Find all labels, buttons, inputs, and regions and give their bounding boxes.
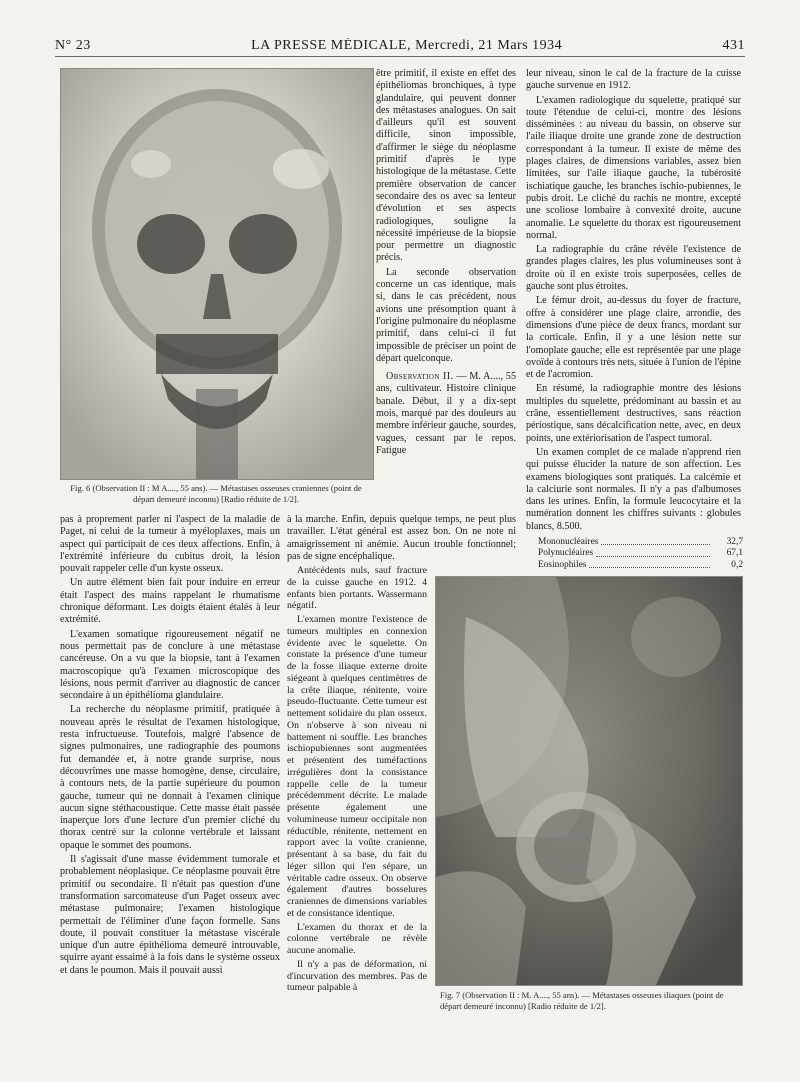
paragraph: Il n'y a pas de déformation, ni d'incurvation des membres. Pas de tumeur palpable à (287, 958, 427, 994)
figure-7-caption: Fig. 7 (Observation II : M. A...., 55 ans). — Métastases osseuses iliaques (point de départ demeuré inconnu) [Radio réduite de 1/2]. (440, 990, 724, 1011)
paragraph: pas à proprement parler ni l'aspect de la maladie de Paget, ni celui de la tumeur à myéloplaxes, mais un aspect qui participait de ces deux affections. Enfin, à l'extrémité inférieure du cubitus droit, la lésion pouvait rappeler celle d'un kyste osseux. (60, 514, 280, 575)
observation-2-intro (376, 371, 516, 457)
leucocyte-formula-table (538, 537, 743, 572)
cell-value: 32,7 (726, 536, 743, 547)
figure-6-caption: Fig. 6 (Observation II : M A...., 55 ans). — Métastases osseuses craniennes (point de départ demeuré inconnu) [Radio réduite de 1/2]. (70, 483, 362, 504)
skull-xray-image (61, 69, 373, 479)
cell-label: Polynucléaires (538, 548, 594, 559)
leader-dots (589, 560, 710, 569)
paragraph: à la marche. Enfin, depuis quelque temps, ne peut plus travailler. L'état général est assez bon. On ne note ni amaigrissement ni anémie. Aucun trouble fonctionnel; pas de signe encéphalique. (287, 514, 516, 562)
column-2-top (376, 68, 516, 459)
figure-7-pelvis-radiograph (435, 576, 743, 986)
cell-value: 67,1 (726, 548, 743, 559)
paragraph: L'examen du thorax et de la colonne vertébrale ne révèle aucune anomalie. (287, 921, 427, 956)
paragraph: La seconde observation concerne un cas identique, mais si, dans le cas précédent, nous avions une présomption quant à l'origine pulmonaire du néoplasme primitif, dans celui-ci il fut impossible de préciser un point de départ quelconque. (376, 266, 517, 364)
figure-6-skull-radiograph (60, 68, 374, 480)
observation-heading: Observation II. (386, 371, 454, 383)
page-number: 431 (722, 38, 745, 53)
table-row (538, 560, 743, 572)
issue-number: N° 23 (55, 38, 91, 53)
cell-label: Mononucléaires (538, 536, 599, 547)
column-2-wide (287, 514, 516, 565)
leader-dots (596, 548, 710, 557)
paragraph: L'examen radiologique du squelette, pratiqué sur toute l'étendue de celui-ci, montre des lésions disséminées : au niveau du bassin, on observe sur l'aile iliaque droite une grande zone de destruction correspondant à la tumeur. Il existe de même des plages claires, de dimensions variables, assez bien limitées, sur l'aile iliaque gauche, la tubérosité ischiatique gauche, les branches ischio-pubiennes, le pubis droit. Le cliché du rachis ne montre, excepté une scoliose lombaire à convexité droite, aucune anomalie. Le squelette du thorax est rigoureusement normal. (526, 94, 741, 241)
paragraph: La radiographie du crâne révèle l'existence de grandes plages claires, les plus volumineuses sont à droite où il en existe trois superposées, celles de gauche sont plus étroites. (526, 244, 741, 293)
cell-value: 0,2 (731, 559, 743, 570)
column-1-bottom (60, 514, 280, 979)
journal-title: LA PRESSE MÉDICALE, Mercredi, 21 Mars 1934 (251, 38, 563, 53)
column-3 (526, 68, 741, 629)
paragraph: La recherche du néoplasme primitif, pratiquée à nouveau après le résultat de l'examen histologique, resta infructueuse. Toutefois, malgré l'absence de signes pulmonaires, une radiographie des poumons fut demandée et, à notre grande surprise, nous découvrîmes une masse homogène, dense, circulaire, à contours nets, de la partie supérieure du poumon gauche, tumeur qui ne donnait à l'examen clinique aucun signe stéthacoustique. Cette masse était passée inaperçue lors d'une lecture d'un premier cliché du thorax centré sur la colonne vertébrale et laissant opaque le sommet des poumons. (60, 704, 280, 851)
paragraph: Un autre élément bien fait pour induire en erreur était l'aspect des mains rappelant le rhumatisme chronique déformant. Les doigts étaient étalés à leur extrémité. (60, 577, 280, 626)
cell-label: Eosinophiles (538, 559, 587, 570)
running-header (55, 38, 745, 54)
paragraph: Il s'agissait d'une masse évidemment tumorale et probablement néoplasique. Ce néoplasme pouvait être primitif ou secondaire. Il n'était pas question d'une transformation sarcomateuse d'un Paget osseux avec métastase pulmonaire; l'examen histologique permettait de l'éliminer d'une façon formelle. Sans doute, il pouvait constituer la métastase viscérale unique d'un autre épithélioma demeuré introuvable, squirre ayant essaimé à la fois dans le système osseux et dans le poumon. Mais il pouvait aussi (60, 854, 280, 976)
paragraph: Un examen complet de ce malade n'apprend rien qui puisse élucider la nature de son affection. Les examens biologiques sont pratiqués. La calcémie et la calciurie sont normales. Il n'y a pas d'albumoses dans les urines. Enfin, la formule leucocytaire et la numération donnent les chiffres suivants : globules blancs, 8.500. (526, 446, 741, 532)
observation-text: — M. A...., 55 ans, cultivateur. Histoire clinique banale. Début, il y a dix-sept mois, marqué par des douleurs au membre inférieur gauche, sourdes, vagues, cessant par le repos. Fatigue (376, 371, 516, 456)
paragraph: leur niveau, sinon le cal de la fracture de la cuisse gauche survenue en 1912. (526, 68, 741, 92)
paragraph: Antécédents nuls, sauf fracture de la cuisse gauche en 1912. 4 enfants bien portants. Wassermann négatif. (287, 565, 427, 612)
header-rule (55, 56, 745, 57)
paragraph: être primitif, il existe en effet des épithéliomas bronchiques, à type glandulaire, qui peuvent donner des métastases analogues. On sait d'ailleurs qu'il est souvent difficile, sinon impossible, d'affirmer le siège du néoplasme primitif d'après le type histologique de la métastase. Cette première observation de cancer secondaire des os avec sa lenteur d'évolution et ses aspects radiologiques, souligne la nécessité impérieuse de la biopsie pour permettre un diagnostic précis. (376, 68, 516, 264)
pelvis-xray-image (436, 577, 742, 985)
paragraph: En résumé, la radiographie montre des lésions multiples du squelette, prédominant au bassin et au crâne, essentiellement destructives, sans réaction périostique, sans décalcification nette, avec, en deux points, une extériorisation de l'aspect tumoral. (526, 383, 741, 444)
column-2-bottom (287, 565, 427, 996)
table-row (538, 548, 743, 560)
paragraph: Le fémur droit, au-dessus du foyer de fracture, offre à considérer une plage claire, arrondie, des dimensions d'une pièce de deux francs, mordant sur la corticale. Enfin, il y a une lésion nette sur l'omoplate gauche; elle est représentée par une plage ovoïde à contours très nets, située à l'union de l'épine et de l'acromion. (526, 295, 741, 381)
table-row (538, 537, 743, 549)
paragraph: L'examen montre l'existence de tumeurs multiples en connexion évidente avec le squelette. On constate la présence d'une tumeur de la fosse iliaque externe droite siégeant à quelques centimètres de la crête iliaque, rénitente, voire pseudo-fluctuante. Cette tumeur est nettement solidaire du plan osseux. On n'observe à son niveau ni battement ni souffle. Les branches ischiopubiennes sont augmentées et présentent des tuméfactions irrégulières dont la consistance rappelle celle de la tumeur précédemment décrite. Le malade présente également une volumineuse tumeur occipitale non réductible, rénitente, nettement en rapport avec la voûte cranienne, présentant à sa base, du fait du léger sillon qui l'en sépare, un véritable cadre osseux. On observe également d'autres bosselures craniennes de dimensions variables et de consistance identique. (287, 614, 427, 919)
paragraph: L'examen somatique rigoureusement négatif ne nous permettait pas de conclure à une métastase cancéreuse. On a vu que la biopsie, tant à l'examen macroscopique qu'à l'examen microscopique des lésions, nous permit d'arriver au diagnostic de cancer secondaire à un épithélioma glandulaire. (60, 628, 280, 702)
leader-dots (601, 537, 710, 546)
